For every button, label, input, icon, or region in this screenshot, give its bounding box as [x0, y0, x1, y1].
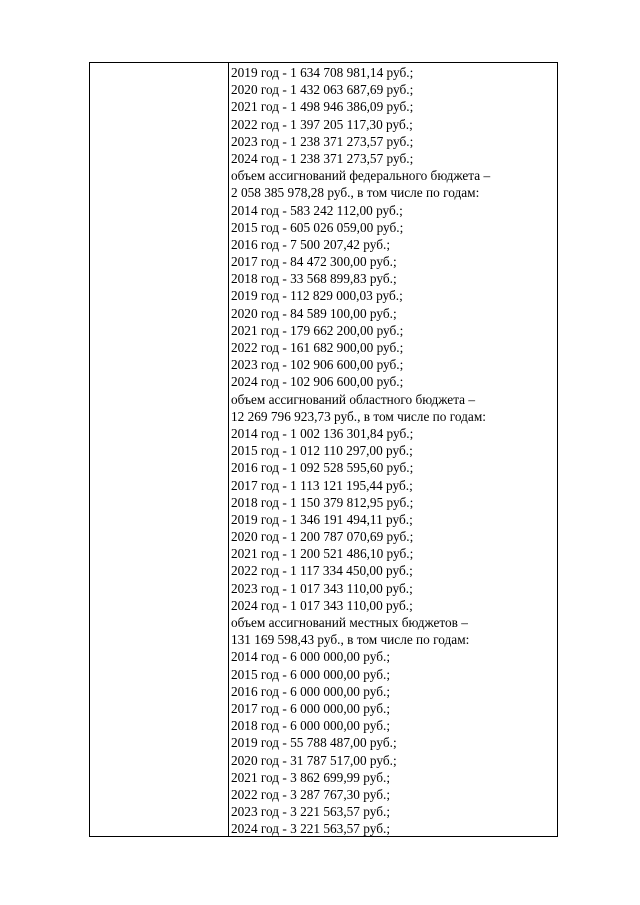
text-line: 2022 год - 3 287 767,30 руб.; [231, 786, 391, 802]
text-line: 2020 год - 1 200 787 070,69 руб.; [231, 529, 414, 545]
text-line: 2024 год - 102 906 600,00 руб.; [231, 374, 404, 390]
text-line: 2016 год - 7 500 207,42 руб.; [231, 236, 391, 252]
funding-text-cell [231, 63, 553, 837]
text-line: 2024 год - 1 238 371 273,57 руб.; [231, 150, 414, 166]
column-divider [228, 63, 229, 836]
text-line: 2015 год - 6 000 000,00 руб.; [231, 666, 391, 682]
text-line: 2017 год - 84 472 300,00 руб.; [231, 254, 397, 270]
text-line: 2022 год - 1 397 205 117,30 руб.; [231, 116, 413, 132]
text-line: 2015 год - 605 026 059,00 руб.; [231, 219, 404, 235]
section-heading-regional: объем ассигнований областного бюджета – [231, 391, 476, 407]
section-total-local: 131 169 598,43 руб., в том числе по годам: [231, 632, 470, 648]
section-total-regional: 12 269 796 923,73 руб., в том числе по годам: [231, 408, 486, 424]
text-line: 2023 год - 1 238 371 273,57 руб.; [231, 133, 414, 149]
text-line: 2017 год - 6 000 000,00 руб.; [231, 700, 391, 716]
text-line: 2021 год - 3 862 699,99 руб.; [231, 769, 391, 785]
section-heading-local: объем ассигнований местных бюджетов – [231, 615, 468, 630]
text-line: 2021 год - 179 662 200,00 руб.; [231, 322, 404, 338]
text-line: 2015 год - 1 012 110 297,00 руб.; [231, 443, 413, 459]
section-heading-federal: объем ассигнований федерального бюджета – [231, 168, 491, 184]
table-left-cell-empty [90, 63, 228, 836]
text-line: 2018 год - 6 000 000,00 руб.; [231, 718, 391, 734]
text-line: 2019 год - 112 829 000,03 руб.; [231, 288, 403, 304]
text-line: 2020 год - 31 787 517,00 руб.; [231, 752, 397, 768]
text-line: 2016 год - 6 000 000,00 руб.; [231, 683, 391, 699]
text-line: 2022 год - 1 117 334 450,00 руб.; [231, 563, 413, 579]
text-line: 2024 год - 1 017 343 110,00 руб.; [231, 597, 413, 613]
text-line: 2014 год - 583 242 112,00 руб.; [231, 202, 403, 218]
text-line: 2021 год - 1 200 521 486,10 руб.; [231, 546, 414, 562]
text-line: 2024 год - 3 221 563,57 руб.; [231, 821, 391, 837]
text-line: 2023 год - 1 017 343 110,00 руб.; [231, 580, 413, 596]
text-line: 2023 год - 3 221 563,57 руб.; [231, 804, 391, 820]
text-line: 2019 год - 1 634 708 981,14 руб.; [231, 65, 414, 80]
text-line: 2014 год - 1 002 136 301,84 руб.; [231, 425, 414, 441]
text-line: 2019 год - 1 346 191 494,11 руб.; [231, 511, 413, 527]
text-line: 2020 год - 84 589 100,00 руб.; [231, 305, 397, 321]
text-line: 2022 год - 161 682 900,00 руб.; [231, 340, 404, 355]
text-line: 2018 год - 1 150 379 812,95 руб.; [231, 494, 414, 510]
text-line: 2017 год - 1 113 121 195,44 руб.; [231, 477, 413, 493]
text-line: 2021 год - 1 498 946 386,09 руб.; [231, 99, 414, 115]
text-line: 2014 год - 6 000 000,00 руб.; [231, 649, 391, 665]
text-line: 2023 год - 102 906 600,00 руб.; [231, 357, 404, 373]
section-total-federal: 2 058 385 978,28 руб., в том числе по годам: [231, 185, 480, 201]
text-line: 2016 год - 1 092 528 595,60 руб.; [231, 460, 414, 476]
text-line: 2019 год - 55 788 487,00 руб.; [231, 735, 397, 751]
text-line: 2018 год - 33 568 899,83 руб.; [231, 271, 397, 287]
text-line: 2020 год - 1 432 063 687,69 руб.; [231, 82, 414, 98]
funding-table [89, 62, 558, 837]
